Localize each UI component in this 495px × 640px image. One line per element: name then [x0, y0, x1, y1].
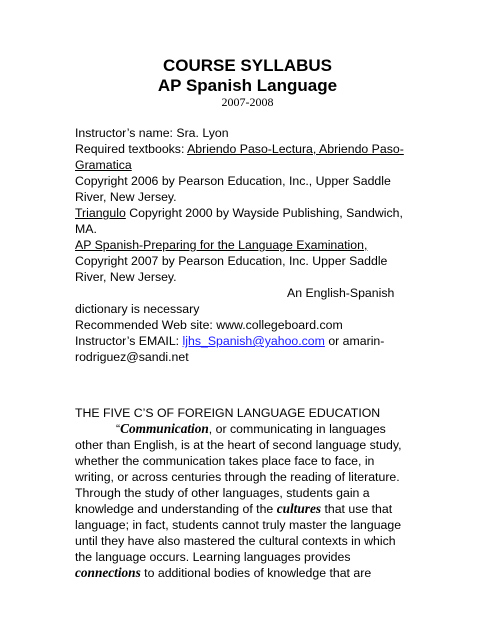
textbook3-copyright: Copyright 2007 by Pearson Education, Inc. Upper Saddle [75, 254, 388, 268]
paragraph-line-9: the language occurs. Learning languages provides [75, 550, 351, 564]
recommended-website: Recommended Web site: www.collegeboard.com [75, 318, 343, 332]
school-year: 2007-2008 [221, 95, 274, 109]
paragraph-line-4: writing, or across centuries through the reading of literature. [75, 470, 400, 484]
textbook2-copyright-cont: MA. [75, 222, 97, 236]
paragraph-line-6-b: that use that [321, 502, 393, 516]
textbook3-title: AP Spanish-Preparing for the Language Examination, [75, 238, 368, 252]
instructor-name: Instructor’s name: Sra. Lyon [75, 126, 229, 140]
paragraph-line-6 [75, 501, 392, 517]
dictionary-note-cont: dictionary is necessary [75, 302, 200, 316]
textbook1-copyright: Copyright 2006 by Pearson Education, Inc., Upper Saddle [75, 174, 391, 188]
textbook1-copyright-cont: River, New Jersey. [75, 190, 177, 204]
textbooks-label: Required textbooks: [75, 142, 188, 156]
second-email: rodriguez@sandi.net [75, 350, 189, 364]
paragraph-line-10 [75, 565, 371, 581]
cultures-term: cultures [276, 501, 322, 516]
textbook2-line [75, 205, 403, 221]
paragraph-line-10-text: to additional bodies of knowledge that are [140, 566, 372, 580]
textbook1-title-cont: Gramatica [75, 158, 132, 172]
paragraph-line-1 [116, 421, 386, 437]
paragraph-line-8: until they have also mastered the cultural contexts in which [75, 534, 396, 548]
textbook1-title: Abriendo Paso-Lectura, Abriendo Paso- [187, 142, 404, 156]
textbook2-title: Triangulo [75, 206, 126, 220]
paragraph-line-7: language; in fact, students cannot truly master the language [75, 518, 402, 532]
connections-term: connections [75, 565, 141, 580]
required-textbooks-line [75, 141, 404, 157]
paragraph-line-3: whether the communication takes place face to face, in [75, 454, 375, 468]
paragraph-line-1-text: , or communicating in languages [208, 422, 386, 436]
paragraph-line-6-a: knowledge and understanding of the [75, 502, 277, 516]
communication-term: Communication [120, 421, 209, 436]
email-label: Instructor’s EMAIL: [75, 334, 183, 348]
paragraph-line-2: other than English, is at the heart of second language study, [75, 438, 402, 452]
open-quote: “ [116, 422, 121, 436]
instructor-email-line [75, 333, 384, 349]
five-cs-heading: THE FIVE C’S OF FOREIGN LANGUAGE EDUCATION [75, 406, 381, 420]
textbook3-copyright-cont: River, New Jersey. [75, 270, 177, 284]
textbook2-copyright: Copyright 2000 by Wayside Publishing, Sandwich, [125, 206, 403, 220]
course-syllabus-title: COURSE SYLLABUS [162, 56, 333, 75]
dictionary-note: An English-Spanish [287, 286, 395, 300]
paragraph-line-5: Through the study of other languages, students gain a [75, 486, 370, 500]
email-link[interactable]: ljhs_Spanish@yahoo.com [182, 334, 325, 348]
course-name-title: AP Spanish Language [157, 76, 338, 95]
email-or: or amarin- [324, 334, 385, 348]
